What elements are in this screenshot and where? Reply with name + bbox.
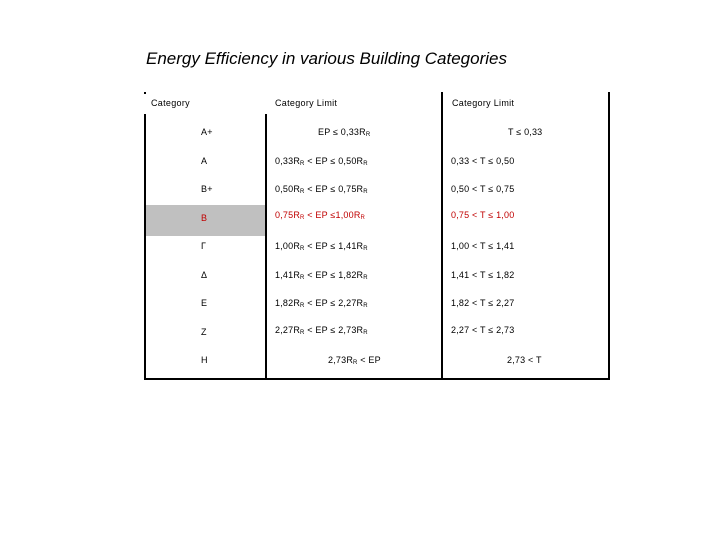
category-gamma: Γ	[201, 241, 207, 251]
category-b-plus: B+	[201, 184, 213, 194]
category-e: E	[201, 298, 208, 308]
page-title: Energy Efficiency in various Building Categories	[146, 49, 507, 68]
category-delta: Δ	[201, 270, 208, 280]
limit-ep-a-plus: EP ≤ 0,33RR	[318, 127, 371, 138]
limit-t-b-plus: 0,50 < T ≤ 0,75	[451, 184, 515, 194]
limit-t-h: 2,73 < T	[507, 355, 542, 365]
category-a-plus: A+	[201, 127, 213, 137]
limit-ep-gamma: 1,00RR < EP ≤ 1,41RR	[275, 241, 368, 252]
column-divider-1	[265, 114, 267, 380]
limit-ep-a: 0,33RR < EP ≤ 0,50RR	[275, 156, 368, 167]
category-z: Z	[201, 327, 207, 337]
limit-t-e: 1,82 < T ≤ 2,27	[451, 298, 515, 308]
header-category: Category	[151, 98, 190, 108]
category-h: H	[201, 355, 208, 365]
limit-ep-z: 2,27RR < EP ≤ 2,73RR	[275, 325, 368, 336]
header-separator	[144, 114, 146, 115]
limit-t-b: 0,75 < T ≤ 1,00	[451, 210, 515, 220]
table-right-border	[608, 92, 610, 380]
limit-ep-h: 2,73RR < EP	[328, 355, 381, 366]
limit-t-gamma: 1,00 < T ≤ 1,41	[451, 241, 515, 251]
category-a: A	[201, 156, 208, 166]
category-b: B	[201, 213, 208, 223]
limit-t-a: 0,33 < T ≤ 0,50	[451, 156, 515, 166]
header-category-limit-2: Category Limit	[452, 98, 515, 108]
limit-t-delta: 1,41 < T ≤ 1,82	[451, 270, 515, 280]
column-divider-2	[441, 92, 443, 380]
table-top-border-left	[144, 92, 146, 94]
limit-ep-e: 1,82RR < EP ≤ 2,27RR	[275, 298, 368, 309]
table-left-border	[144, 114, 146, 380]
limit-ep-delta: 1,41RR < EP ≤ 1,82RR	[275, 270, 368, 281]
limit-t-z: 2,27 < T ≤ 2,73	[451, 325, 515, 335]
table-bottom-border	[144, 378, 610, 380]
header-category-limit-1: Category Limit	[275, 98, 338, 108]
limit-ep-b-plus: 0,50RR < EP ≤ 0,75RR	[275, 184, 368, 195]
limit-ep-b: 0,75RR < EP ≤1,00RR	[275, 210, 366, 221]
limit-t-a-plus: T ≤ 0,33	[508, 127, 543, 137]
